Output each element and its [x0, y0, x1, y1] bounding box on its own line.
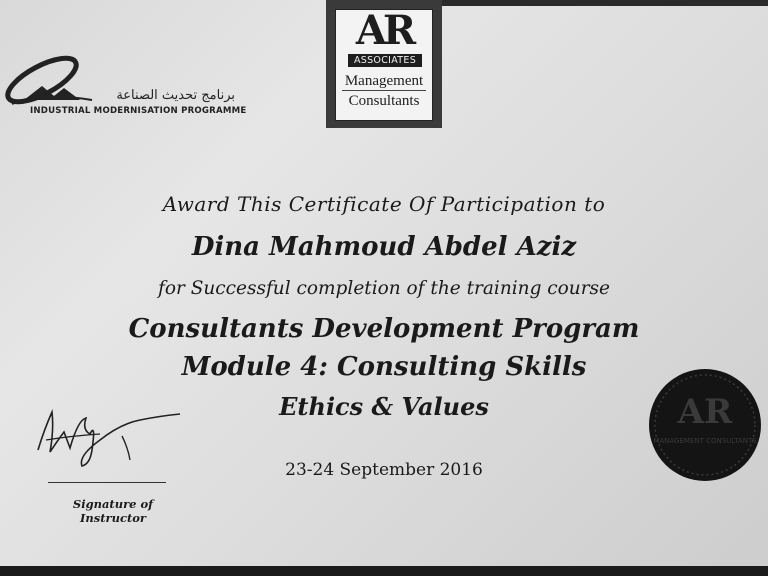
seal-letters: AR — [677, 392, 733, 432]
ar-associates-logo — [326, 0, 442, 128]
signature-label: Signature of Instructor — [72, 497, 154, 525]
course-date: 23-24 September 2016 — [285, 460, 483, 480]
imp-english-name: INDUSTRIAL MODERNISATION PROGRAMME — [30, 106, 247, 116]
module-subtitle: Ethics & Values — [279, 392, 489, 421]
seal-icon — [645, 365, 765, 485]
imp-arabic-name: برنامج تحديث الصناعة — [116, 88, 235, 103]
award-line: Award This Certificate Of Participation to — [162, 192, 606, 216]
recipient-name: Dina Mahmoud Abdel Aziz — [191, 232, 577, 262]
ar-logo-letters: AR — [355, 7, 413, 54]
ar-logo-associates: ASSOCIATES — [348, 54, 422, 67]
ar-logo-inner — [335, 9, 433, 121]
completion-line: for Successful completion of the training course — [158, 278, 610, 299]
ar-logo-divider — [342, 90, 426, 91]
ar-logo-consultants: Consultants — [348, 93, 420, 109]
signature-line — [48, 482, 166, 483]
seal-text: MANAGEMENT CONSULTANTS — [653, 437, 757, 445]
ar-logo-management: Management — [344, 73, 424, 89]
instructor-signature-icon — [30, 400, 200, 470]
program-title: Consultants Development Program — [128, 314, 640, 344]
module-title: Module 4: Consulting Skills — [181, 352, 587, 382]
